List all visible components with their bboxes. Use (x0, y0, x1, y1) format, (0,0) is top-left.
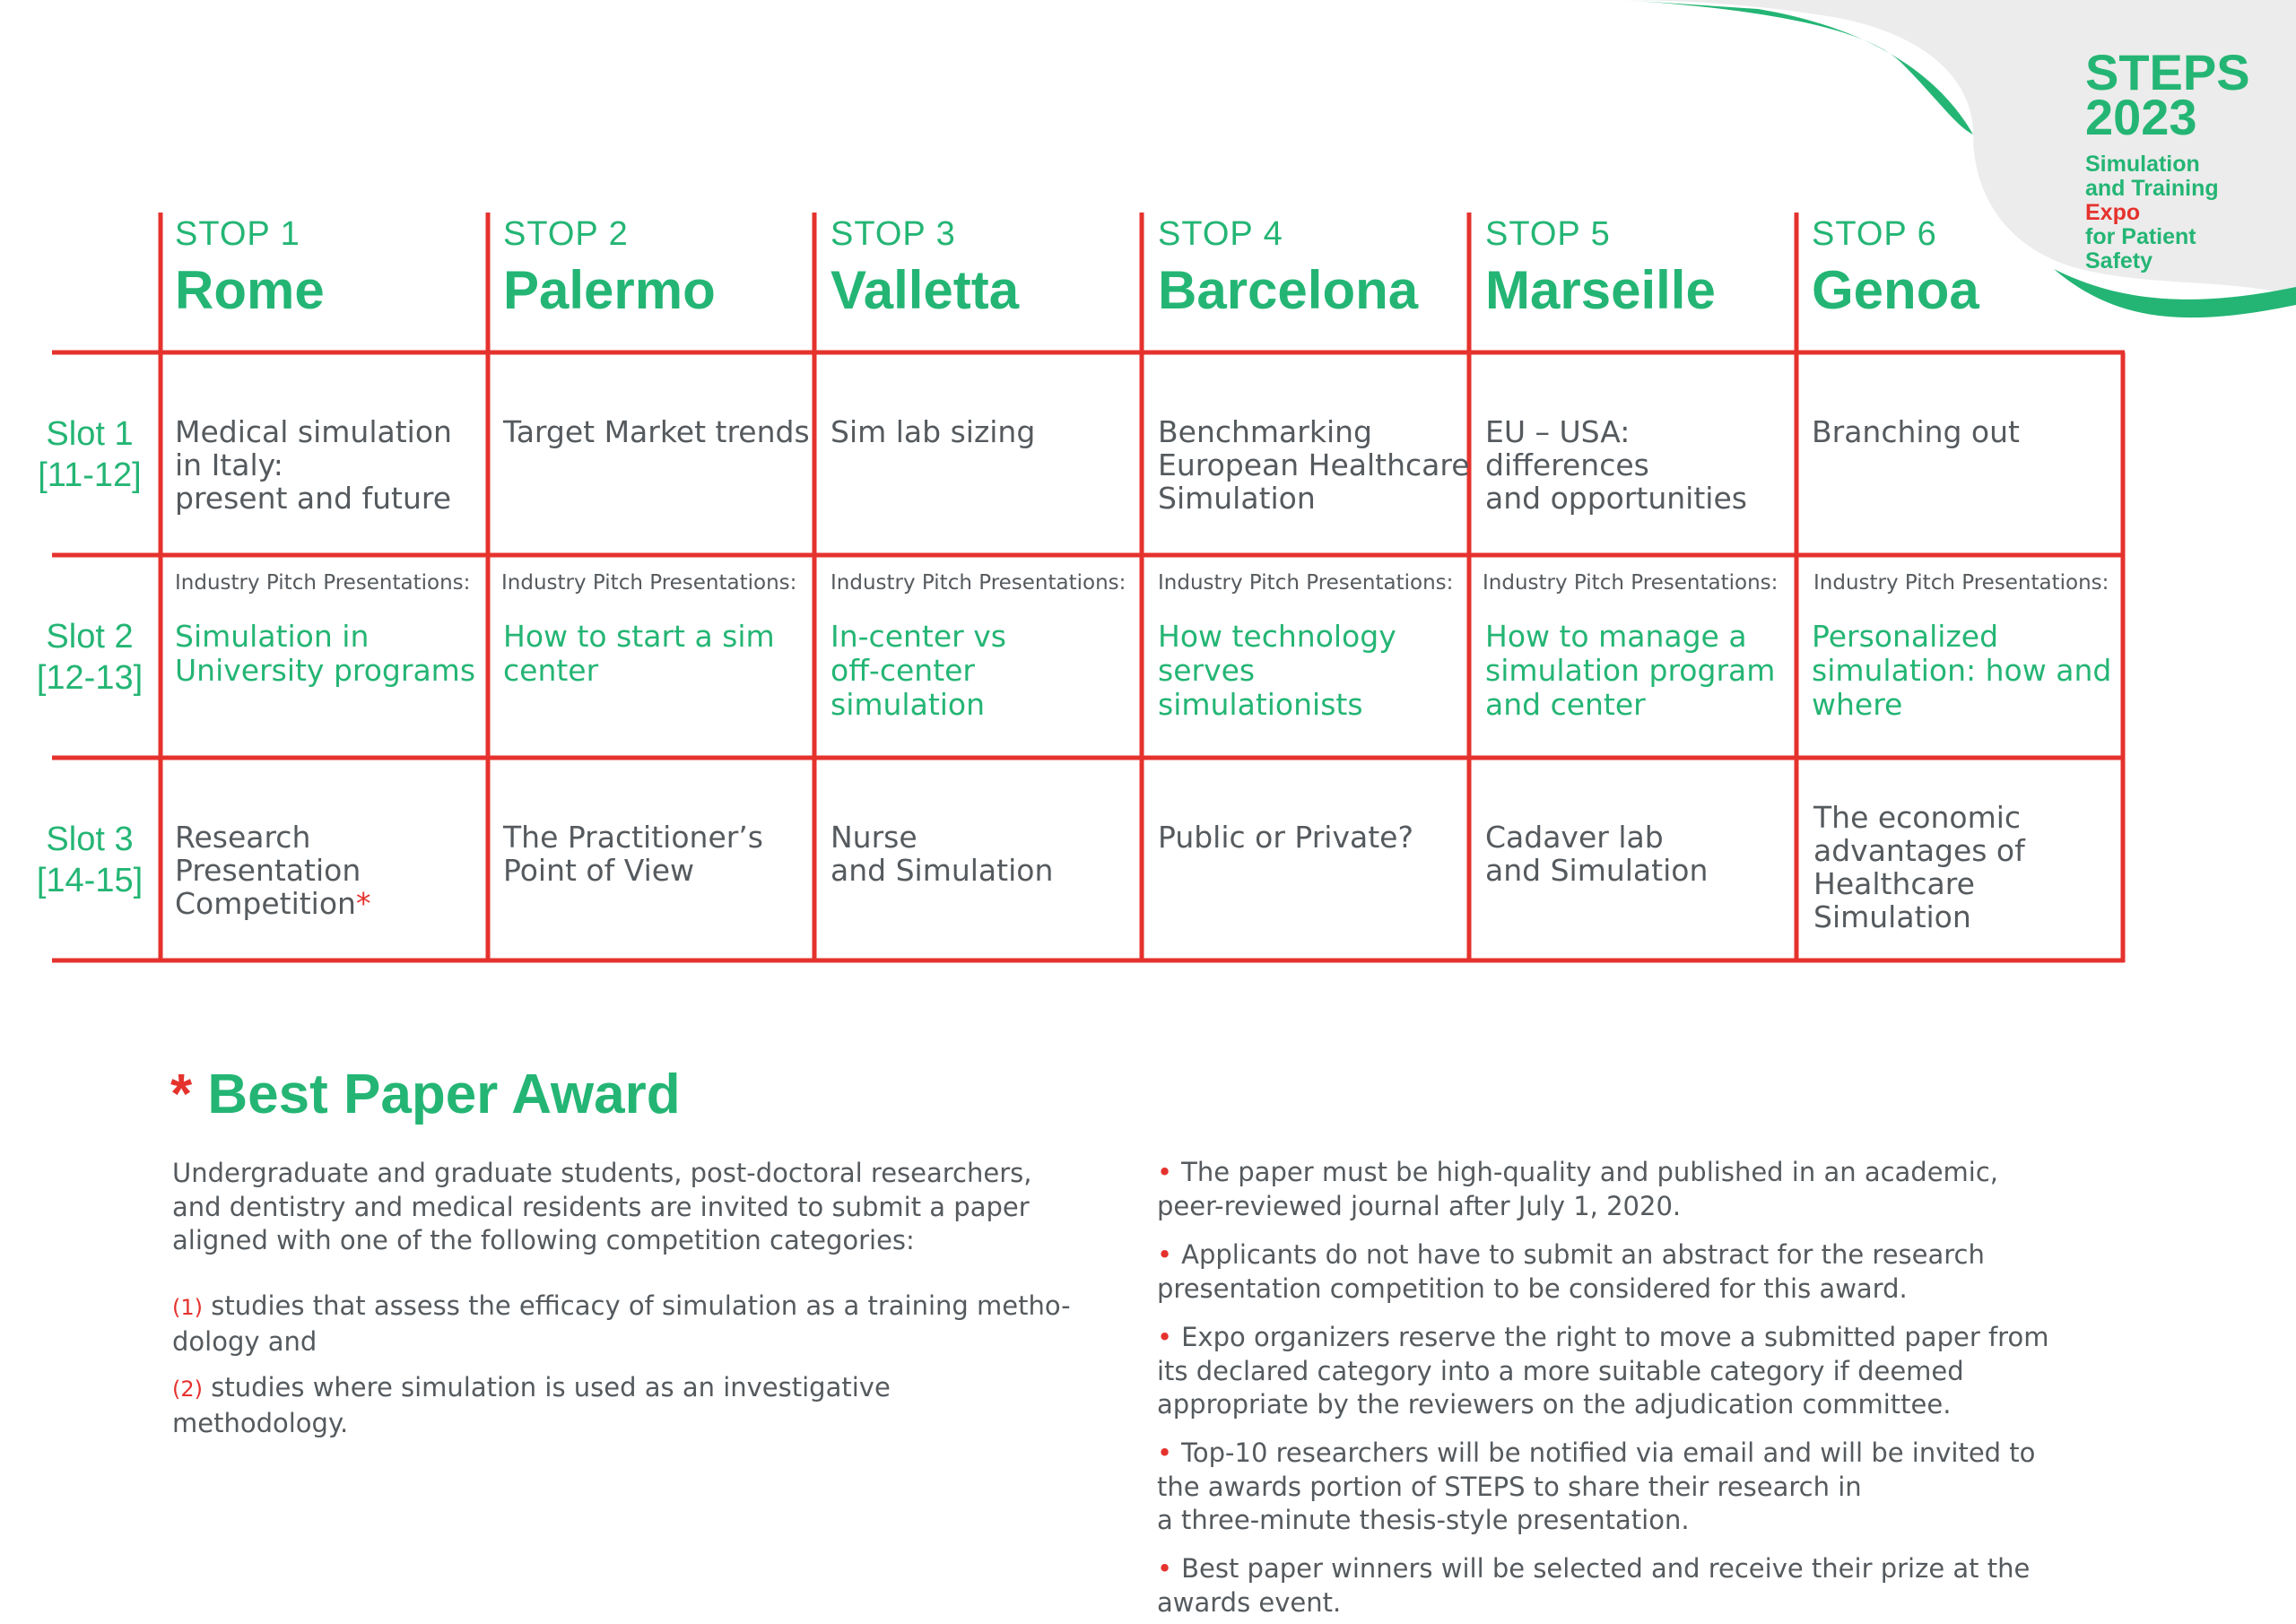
cell-line-with-star (175, 887, 489, 920)
cell-line: Branching out (1812, 414, 2020, 449)
logo-sub-line: for Patient (2085, 224, 2196, 249)
award-category-1 (172, 1290, 1123, 1359)
stop-label: STOP 2 (503, 215, 629, 253)
cell-line: Medical simulation (175, 414, 452, 449)
cell-line: How to start a sim (503, 619, 775, 654)
slot3-cell (831, 821, 1144, 887)
slot-label-1 (27, 413, 152, 496)
cell-line: and center (1485, 687, 1646, 722)
para-text: The paper must be high-quality and published in an academic, (1181, 1157, 1999, 1187)
stop-city: Rome (175, 260, 325, 320)
slot3-cell (1813, 801, 2127, 934)
cell-line: advantages of (1813, 833, 2025, 868)
slot-label-2 (27, 616, 152, 699)
cell-line: Target Market trends (503, 414, 810, 449)
stop-header-6 (1812, 212, 2126, 325)
cell-line: in Italy: (175, 447, 283, 482)
para-text: Top-10 researchers will be notified via email and will be invited to (1181, 1437, 2036, 1468)
stop-header-1 (175, 212, 489, 325)
cell-line: Point of View (503, 853, 695, 888)
logo-title-line2: 2023 (2085, 89, 2197, 145)
cell-line: Personalized (1812, 619, 1999, 654)
award-title-text: Best Paper Award (207, 1064, 681, 1125)
cell-line: Sim lab sizing (831, 414, 1036, 449)
para-line: peer-reviewed journal after July 1, 2020. (1157, 1190, 1682, 1221)
stop-city: Genoa (1812, 260, 1979, 320)
para-line: presentation competition to be considered for this award. (1157, 1272, 1908, 1304)
asterisk-mark: * (355, 886, 371, 921)
slot-name: Slot 2 (46, 618, 134, 656)
slot2-cell (175, 620, 489, 688)
slot3-cell (503, 821, 817, 887)
award-bullet-3 (1157, 1321, 2233, 1422)
para-line: its declared category into a more suitable category if deemed (1157, 1355, 1964, 1386)
slot1-cell (1485, 415, 1799, 515)
cell-line: Benchmarking (1158, 414, 1372, 449)
cell-line: Nurse (831, 820, 918, 855)
logo-sub-line: Safety (2085, 248, 2153, 274)
para-line (172, 1290, 1123, 1325)
slot3-cell (1485, 821, 1799, 887)
bullet-icon: • (1157, 1157, 1173, 1187)
stop-label: STOP 5 (1485, 215, 1611, 253)
cell-line: Simulation (1158, 481, 1316, 516)
slot2-cell (503, 620, 817, 688)
slot1-cell (1158, 415, 1472, 515)
slot-label-3 (27, 819, 152, 901)
cell-line: where (1812, 687, 1903, 722)
slot2-prefix: Industry Pitch Presentations: (1158, 571, 1454, 595)
stop-label: STOP 4 (1158, 215, 1283, 253)
cell-line: Simulation in (175, 619, 370, 654)
stop-label: STOP 3 (831, 215, 956, 253)
cell-line: and Simulation (831, 853, 1054, 888)
bullet-icon: • (1157, 1239, 1173, 1270)
slot-time: [11-12] (38, 456, 142, 494)
slot1-cell (831, 415, 1144, 448)
para-text: Expo organizers reserve the right to move a submitted paper from (1181, 1322, 2049, 1352)
stop-city: Marseille (1485, 260, 1716, 320)
slot2-cell (1812, 620, 2126, 722)
logo-sub-line: and Training (2085, 176, 2219, 201)
slot-name: Slot 3 (46, 821, 134, 858)
cell-line: and opportunities (1485, 481, 1747, 516)
slot2-cell (1485, 620, 1799, 722)
cell-line: simulation: how and (1812, 653, 2112, 688)
para-text: Best paper winners will be selected and receive their prize at the (1181, 1553, 2031, 1584)
para-line: Undergraduate and graduate students, post-doctoral researchers, (172, 1158, 1032, 1188)
slot2-prefix: Industry Pitch Presentations: (1483, 571, 1779, 595)
slot2-cell (831, 620, 1144, 722)
stop-header-4 (1158, 212, 1472, 325)
stop-header-2 (503, 212, 817, 325)
cell-line: simulation program (1485, 653, 1776, 688)
cell-line: Presentation (175, 853, 361, 888)
para-text: studies where simulation is used as an investigative (211, 1372, 891, 1403)
bullet-icon: • (1157, 1553, 1173, 1584)
cell-line: University programs (175, 653, 476, 688)
cell-line: How to manage a (1485, 619, 1747, 654)
cell-line: The economic (1813, 800, 2022, 835)
bullet-icon: • (1157, 1322, 1173, 1352)
para-line: aligned with one of the following competition categories: (172, 1225, 915, 1255)
category-number: (1) (172, 1295, 203, 1320)
cell-line: How technology (1158, 619, 1396, 654)
slot1-cell (503, 415, 817, 448)
cell-line: Research (175, 820, 311, 855)
para-line: and dentistry and medical residents are invited to submit a paper (172, 1191, 1030, 1222)
cell-line: simulation (831, 687, 986, 722)
award-bullet-2 (1157, 1238, 2233, 1306)
cell-line: center (503, 653, 599, 688)
cell-line: In-center vs (831, 619, 1006, 654)
cell-line: European Healthcare (1158, 447, 1470, 482)
cell-line: Competition (175, 886, 356, 921)
slot-time: [12-13] (36, 659, 144, 697)
logo-title-line1: STEPS (2085, 44, 2250, 100)
para-line (172, 1371, 1123, 1407)
award-title (170, 1063, 681, 1126)
slot3-cell (175, 821, 489, 920)
slot2-cell (1158, 620, 1472, 722)
slot1-cell (1812, 415, 2126, 448)
cell-line: off-center (831, 653, 976, 688)
para-line: appropriate by the reviewers on the adjudication committee. (1157, 1389, 1952, 1420)
cell-line: Public or Private? (1158, 820, 1413, 855)
para-line: methodology. (172, 1407, 349, 1438)
category-number: (2) (172, 1376, 203, 1402)
slot2-prefix: Industry Pitch Presentations: (501, 571, 797, 595)
stop-city: Palermo (503, 260, 716, 320)
stop-label: STOP 1 (175, 215, 300, 253)
slot2-prefix: Industry Pitch Presentations: (831, 571, 1126, 595)
asterisk-mark: * (170, 1064, 193, 1125)
para-line (1157, 1552, 2233, 1586)
cell-line: The Practitioner’s (503, 820, 763, 855)
bullet-icon: • (1157, 1437, 1173, 1468)
award-bullet-4 (1157, 1437, 2233, 1538)
stop-header-5 (1485, 212, 1799, 325)
logo-sub-line: Expo (2085, 200, 2141, 225)
slot2-prefix: Industry Pitch Presentations: (1813, 571, 2109, 595)
cell-line: Cadaver lab (1485, 820, 1664, 855)
stop-label: STOP 6 (1812, 215, 1937, 253)
para-line: the awards portion of STEPS to share their research in (1157, 1471, 1862, 1502)
para-line: a three-minute thesis-style presentation. (1157, 1505, 1690, 1535)
cell-line: Healthcare (1813, 866, 1975, 901)
award-intro (172, 1157, 1123, 1258)
stop-city: Barcelona (1158, 260, 1419, 320)
para-line: awards event. (1157, 1586, 1342, 1618)
award-bullet-5 (1157, 1552, 2233, 1620)
award-category-2 (172, 1371, 1123, 1440)
stop-city: Valletta (831, 260, 1020, 320)
slot-time: [14-15] (36, 862, 144, 899)
para-text: studies that assess the efficacy of simulation as a training metho- (211, 1290, 1071, 1321)
para-line (1157, 1437, 2233, 1471)
stop-header-3 (831, 212, 1144, 325)
cell-line: serves (1158, 653, 1256, 688)
para-text: Applicants do not have to submit an abstract for the research (1181, 1239, 1985, 1270)
para-line (1157, 1238, 2233, 1272)
cell-line: present and future (175, 481, 452, 516)
para-line: dology and (172, 1325, 317, 1357)
para-line (1157, 1321, 2233, 1355)
slot1-cell (175, 415, 489, 515)
cell-line: Simulation (1813, 899, 1971, 934)
award-bullet-1 (1157, 1156, 2233, 1223)
cell-line: simulationists (1158, 687, 1363, 722)
slot-name: Slot 1 (46, 415, 134, 453)
slot3-cell (1158, 821, 1472, 854)
cell-line: EU – USA: differences (1485, 414, 1649, 482)
slot2-prefix: Industry Pitch Presentations: (175, 571, 471, 595)
cell-line: and Simulation (1485, 853, 1709, 888)
para-line (1157, 1156, 2233, 1190)
logo-sub-line: Simulation (2085, 152, 2200, 177)
